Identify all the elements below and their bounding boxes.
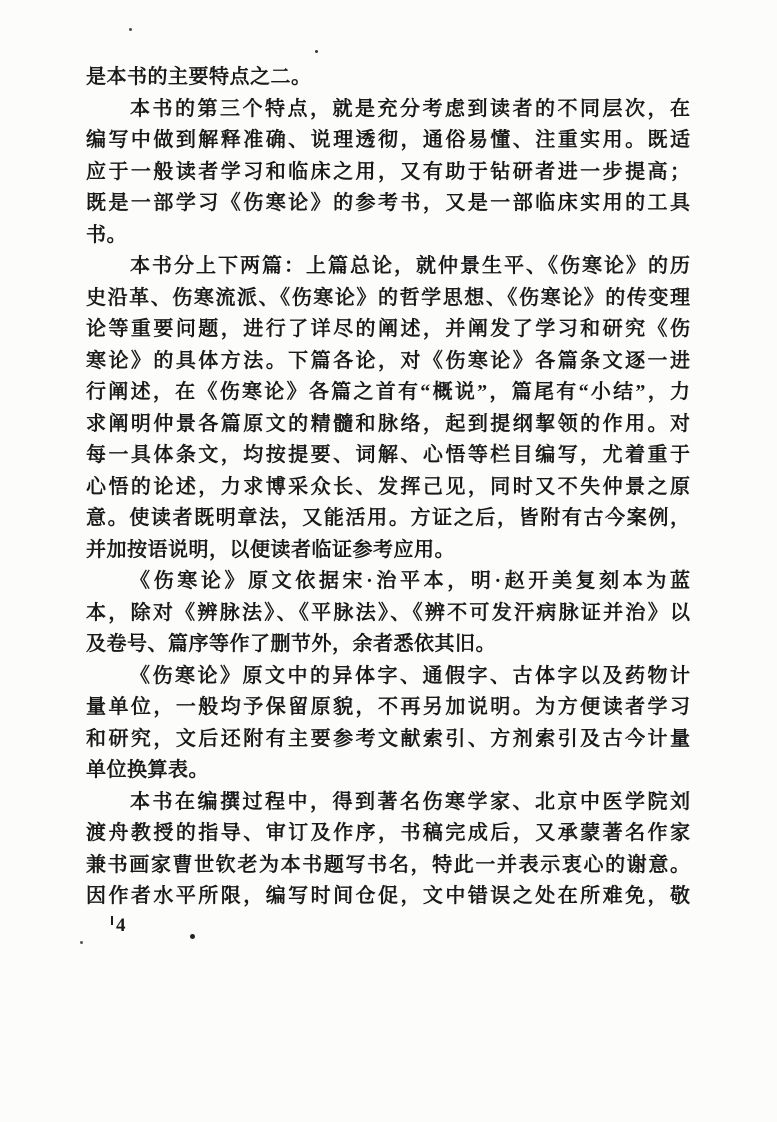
text-line-27: 因作者水平所限，编写时间仓促，文中错误之处在所难免，敬 [86,885,690,907]
text-line-7: 本书分上下两篇：上篇总论，就仲景生平、《伤寒论》的历 [130,255,690,277]
text-line-11: 行阐述，在《伤寒论》各篇之首有“概说”，篇尾有“小结”，力 [86,381,690,403]
text-line-23: 单位换算表。 [86,759,209,781]
text-line-16: 并加按语说明，以便读者临证参考应用。 [86,538,455,561]
text-line-20: 《伤寒论》原文中的异体字、通假字、古体字以及药物计 [130,664,690,687]
text-line-15: 意。使读者既明章法，又能活用。方证之后，皆附有古今案例， [86,507,690,529]
text-line-3: 编写中做到解释准确、说理透彻，通俗易懂、注重实用。既适 [86,129,690,151]
text-line-2: 本书的第三个特点，就是充分考虑到读者的不同层次，在 [130,97,690,120]
text-line-9: 论等重要问题，进行了详尽的阐述，并阐发了学习和研究《伤 [86,318,690,340]
text-line-8: 史沿革、伤寒流派、《伤寒论》的哲学思想、《伤寒论》的传变理 [86,286,690,309]
scan-tick-mark [111,916,113,925]
text-line-12: 求阐明仲景各篇原文的精髓和脉络，起到提纲挈领的作用。对 [86,412,690,435]
text-line-18: 本，除对《辨脉法》、《平脉法》、《辨不可发汗病脉证并治》以 [86,601,690,624]
text-line-22: 和研究，文后还附有主要参考文献索引、方剂索引及古今计量 [86,727,690,750]
scan-speck [80,941,83,944]
text-line-25: 渡舟教授的指导、审订及作序，书稿完成后，又承蒙著名作家 [86,822,690,844]
scan-speck [190,934,195,939]
body-text [86,62,690,913]
scan-speck [129,28,132,31]
page-number [111,914,126,938]
text-line-6: 书。 [86,223,127,246]
text-line-10: 寒论》的具体方法。下篇各论，对《伤寒论》各篇条文逐一进 [86,349,690,372]
scan-speck [315,50,318,53]
text-line-17: 《伤寒论》原文依据宋·治平本，明·赵开美复刻本为蓝 [130,570,690,592]
text-line-19: 及卷号、篇序等作了删节外，余者悉依其旧。 [86,633,496,655]
text-line-4: 应于一般读者学习和临床之用，又有助于钻研者进一步提高； [86,160,690,183]
text-line-26: 兼书画家曹世钦老为本书题写书名，特此一并表示衷心的谢意。 [86,853,690,876]
text-line-1: 是本书的主要特点之二。 [86,66,312,88]
text-line-5: 既是一部学习《伤寒论》的参考书，又是一部临床实用的工具 [86,192,690,214]
text-line-24: 本书在编撰过程中，得到著名伤寒学家、北京中医学院刘 [130,790,690,813]
text-line-13: 每一具体条文，均按提要、词解、心悟等栏目编写，尤着重于 [86,444,690,466]
text-line-21: 量单位，一般均予保留原貌，不再另加说明。为方便读者学习 [86,696,690,718]
page-number-text: 4 [116,915,126,936]
text-line-14: 心悟的论述，力求博采众长、发挥己见，同时又不失仲景之原 [86,475,690,498]
